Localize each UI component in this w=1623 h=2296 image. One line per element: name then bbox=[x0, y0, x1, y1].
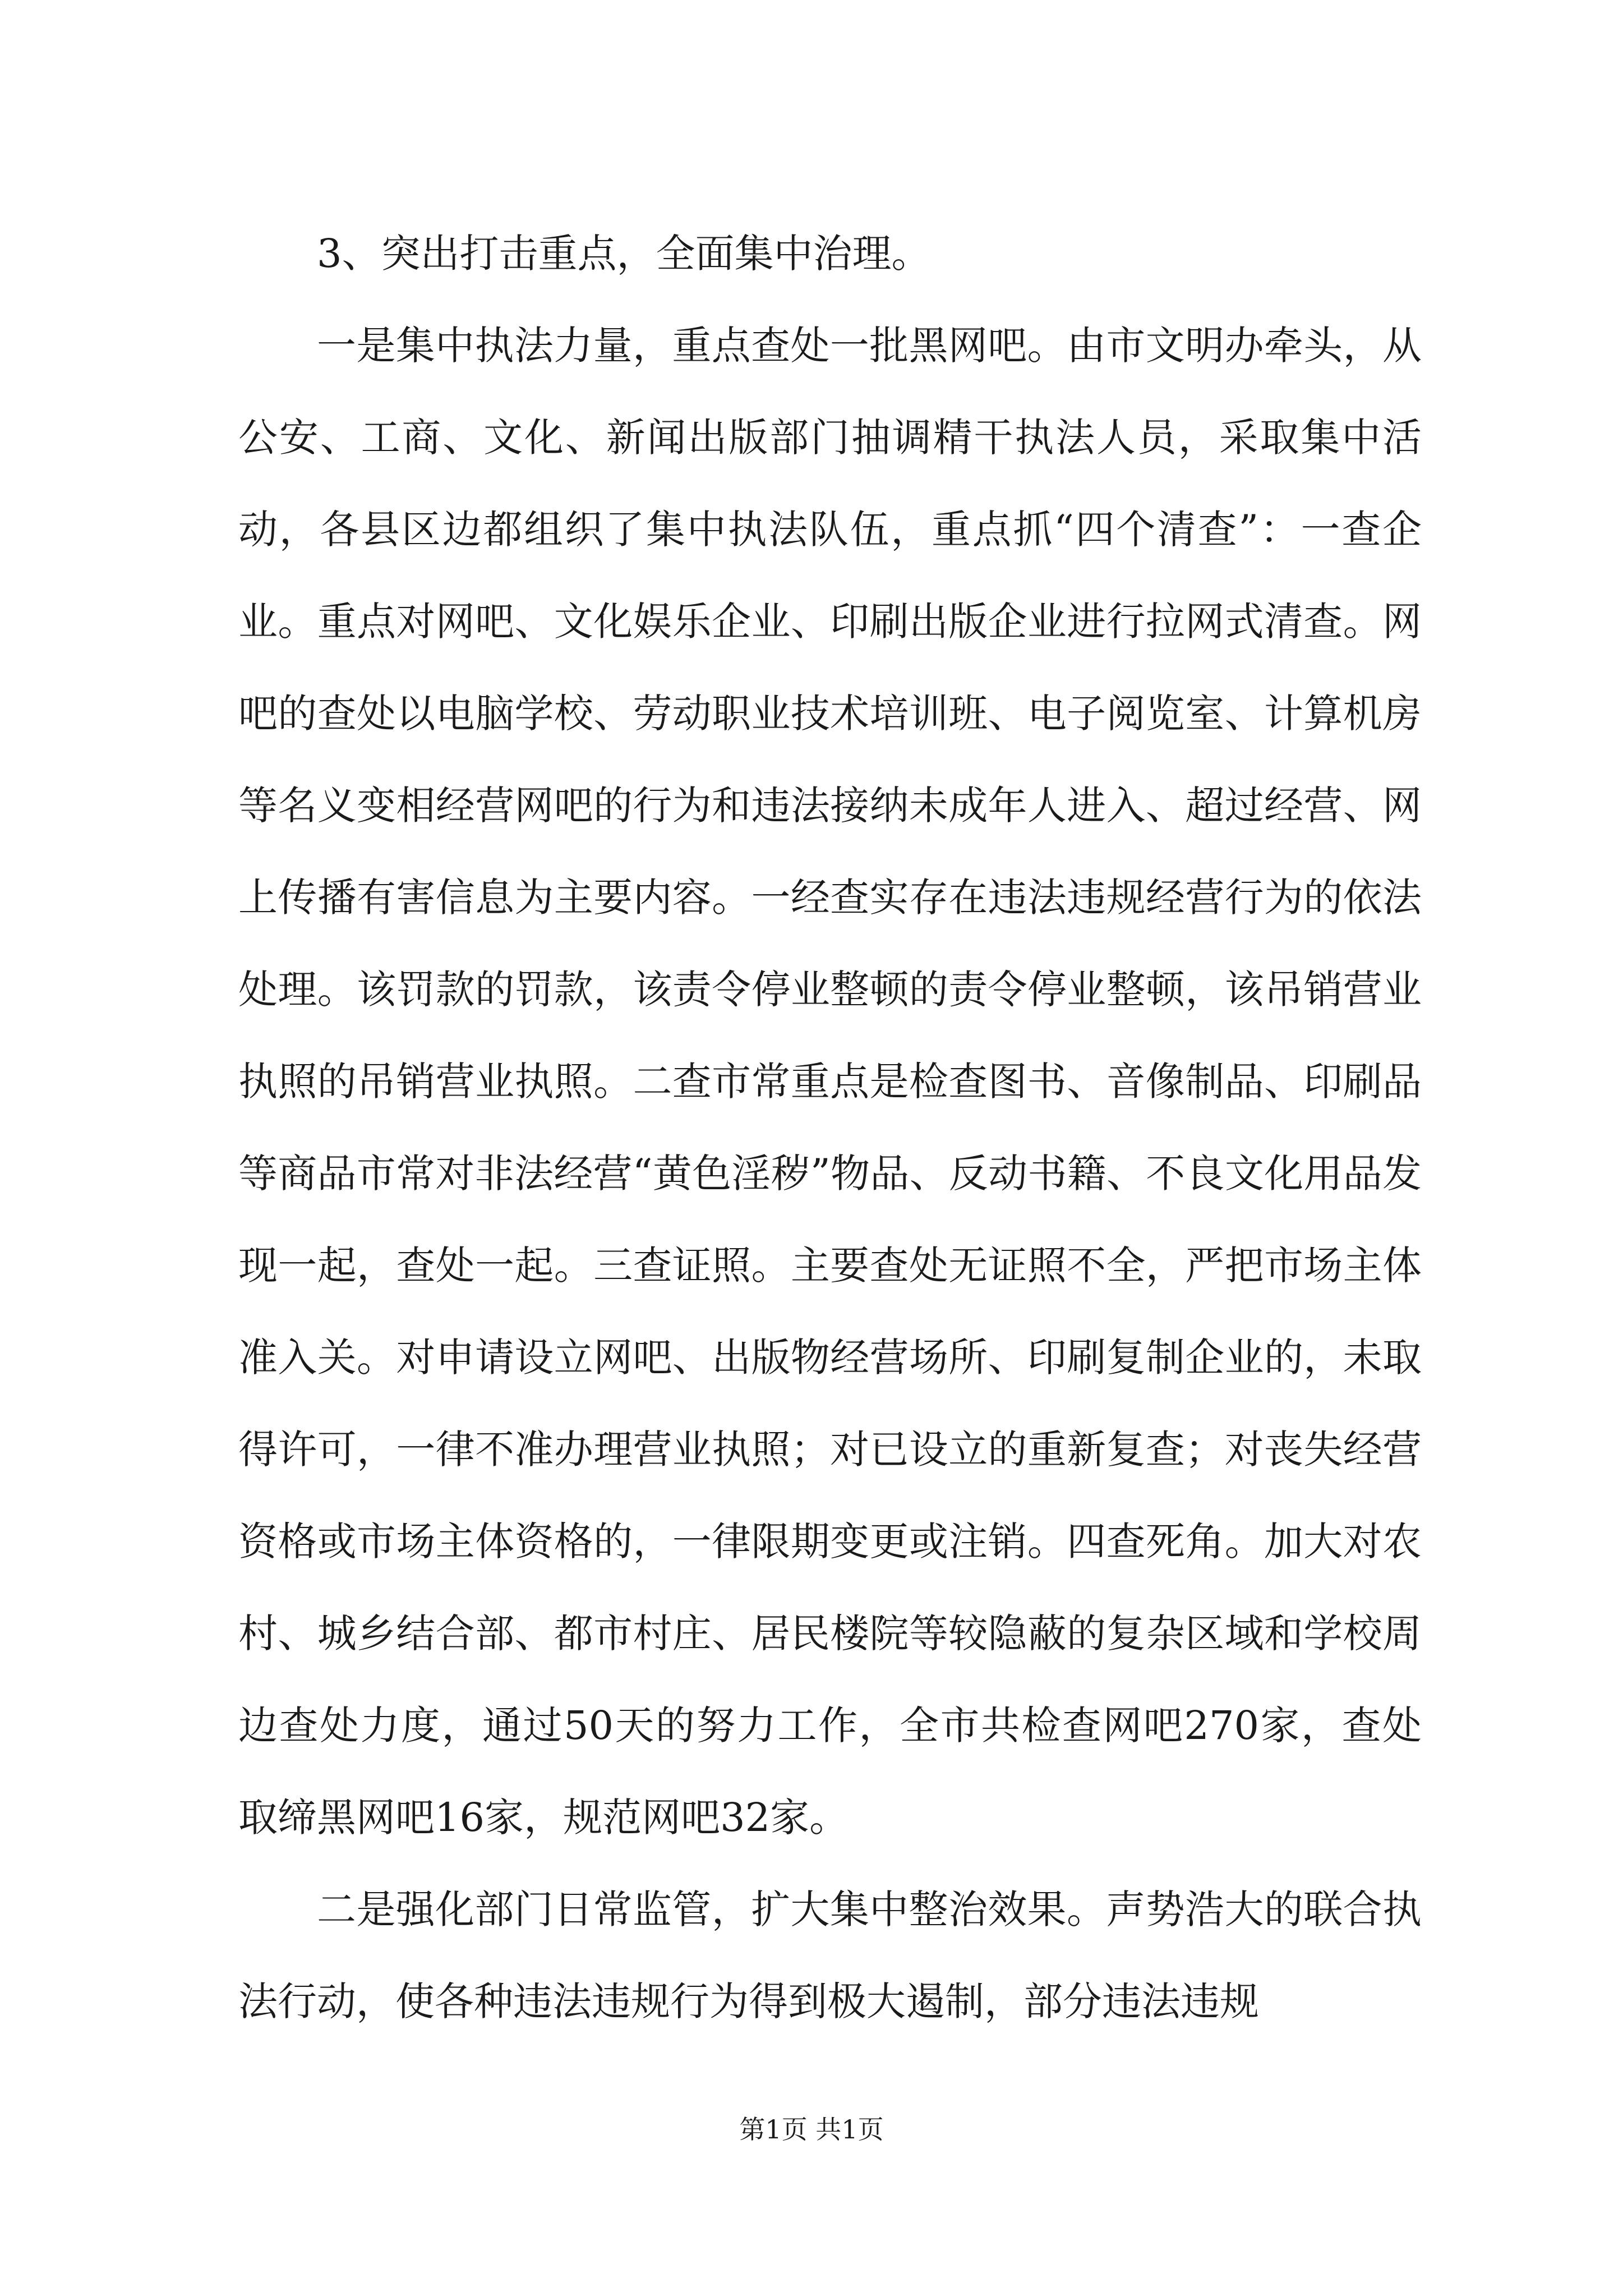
paragraph-2: 二是强化部门日常监管，扩大集中整治效果。声势浩大的联合执法行动，使各种违法违规行为得到极大遏制，部分违法违规 bbox=[238, 1887, 1422, 2024]
page-number-footer: 第1页 共1页 bbox=[739, 2114, 884, 2145]
document-body bbox=[238, 208, 1422, 2047]
section-heading: 3、突出打击重点，全面集中治理。 bbox=[317, 231, 931, 277]
paragraph-1: 一是集中执法力量，重点查处一批黑网吧。由市文明办牵头，从公安、工商、文化、新闻出版部门抽调精干执法人员，采取集中活动，各县区边都组织了集中执法队伍，重点抓“四个清查”：一查企业。重点对网吧、文化娱乐企业、印刷出版企业进行拉网式清查。网吧的查处以电脑学校、劳动职业技术培训班、电子阅览室、计算机房等名义变相经营网吧的行为和违法接纳未成年人进入、超过经营、网上传播有害信息为主要内容。一经查实存在违法违规经营行为的依法处理。该罚款的罚款，该责令停业整顿的责令停业整顿，该吊销营业执照的吊销营业执照。二查市常重点是检查图书、音像制品、印刷品等商品市常对非法经营“黄色淫秽”物品、反动书籍、不良文化用品发现一起，查处一起。三查证照。主要查处无证照不全，严把市场主体准入关。对申请设立网吧、出版物经营场所、印刷复制企业的，未取得许可，一律不准办理营业执照；对已设立的重新复查；对丧失经营资格或市场主体资格的，一律限期变更或注销。四查死角。加大对农村、城乡结合部、都市村庄、居民楼院等较隐蔽的复杂区域和学校周边查处力度，通过50天的努力工作，全市共检查网吧270家，查处取缔黑网吧16家，规范网吧32家。 bbox=[238, 323, 1422, 1841]
